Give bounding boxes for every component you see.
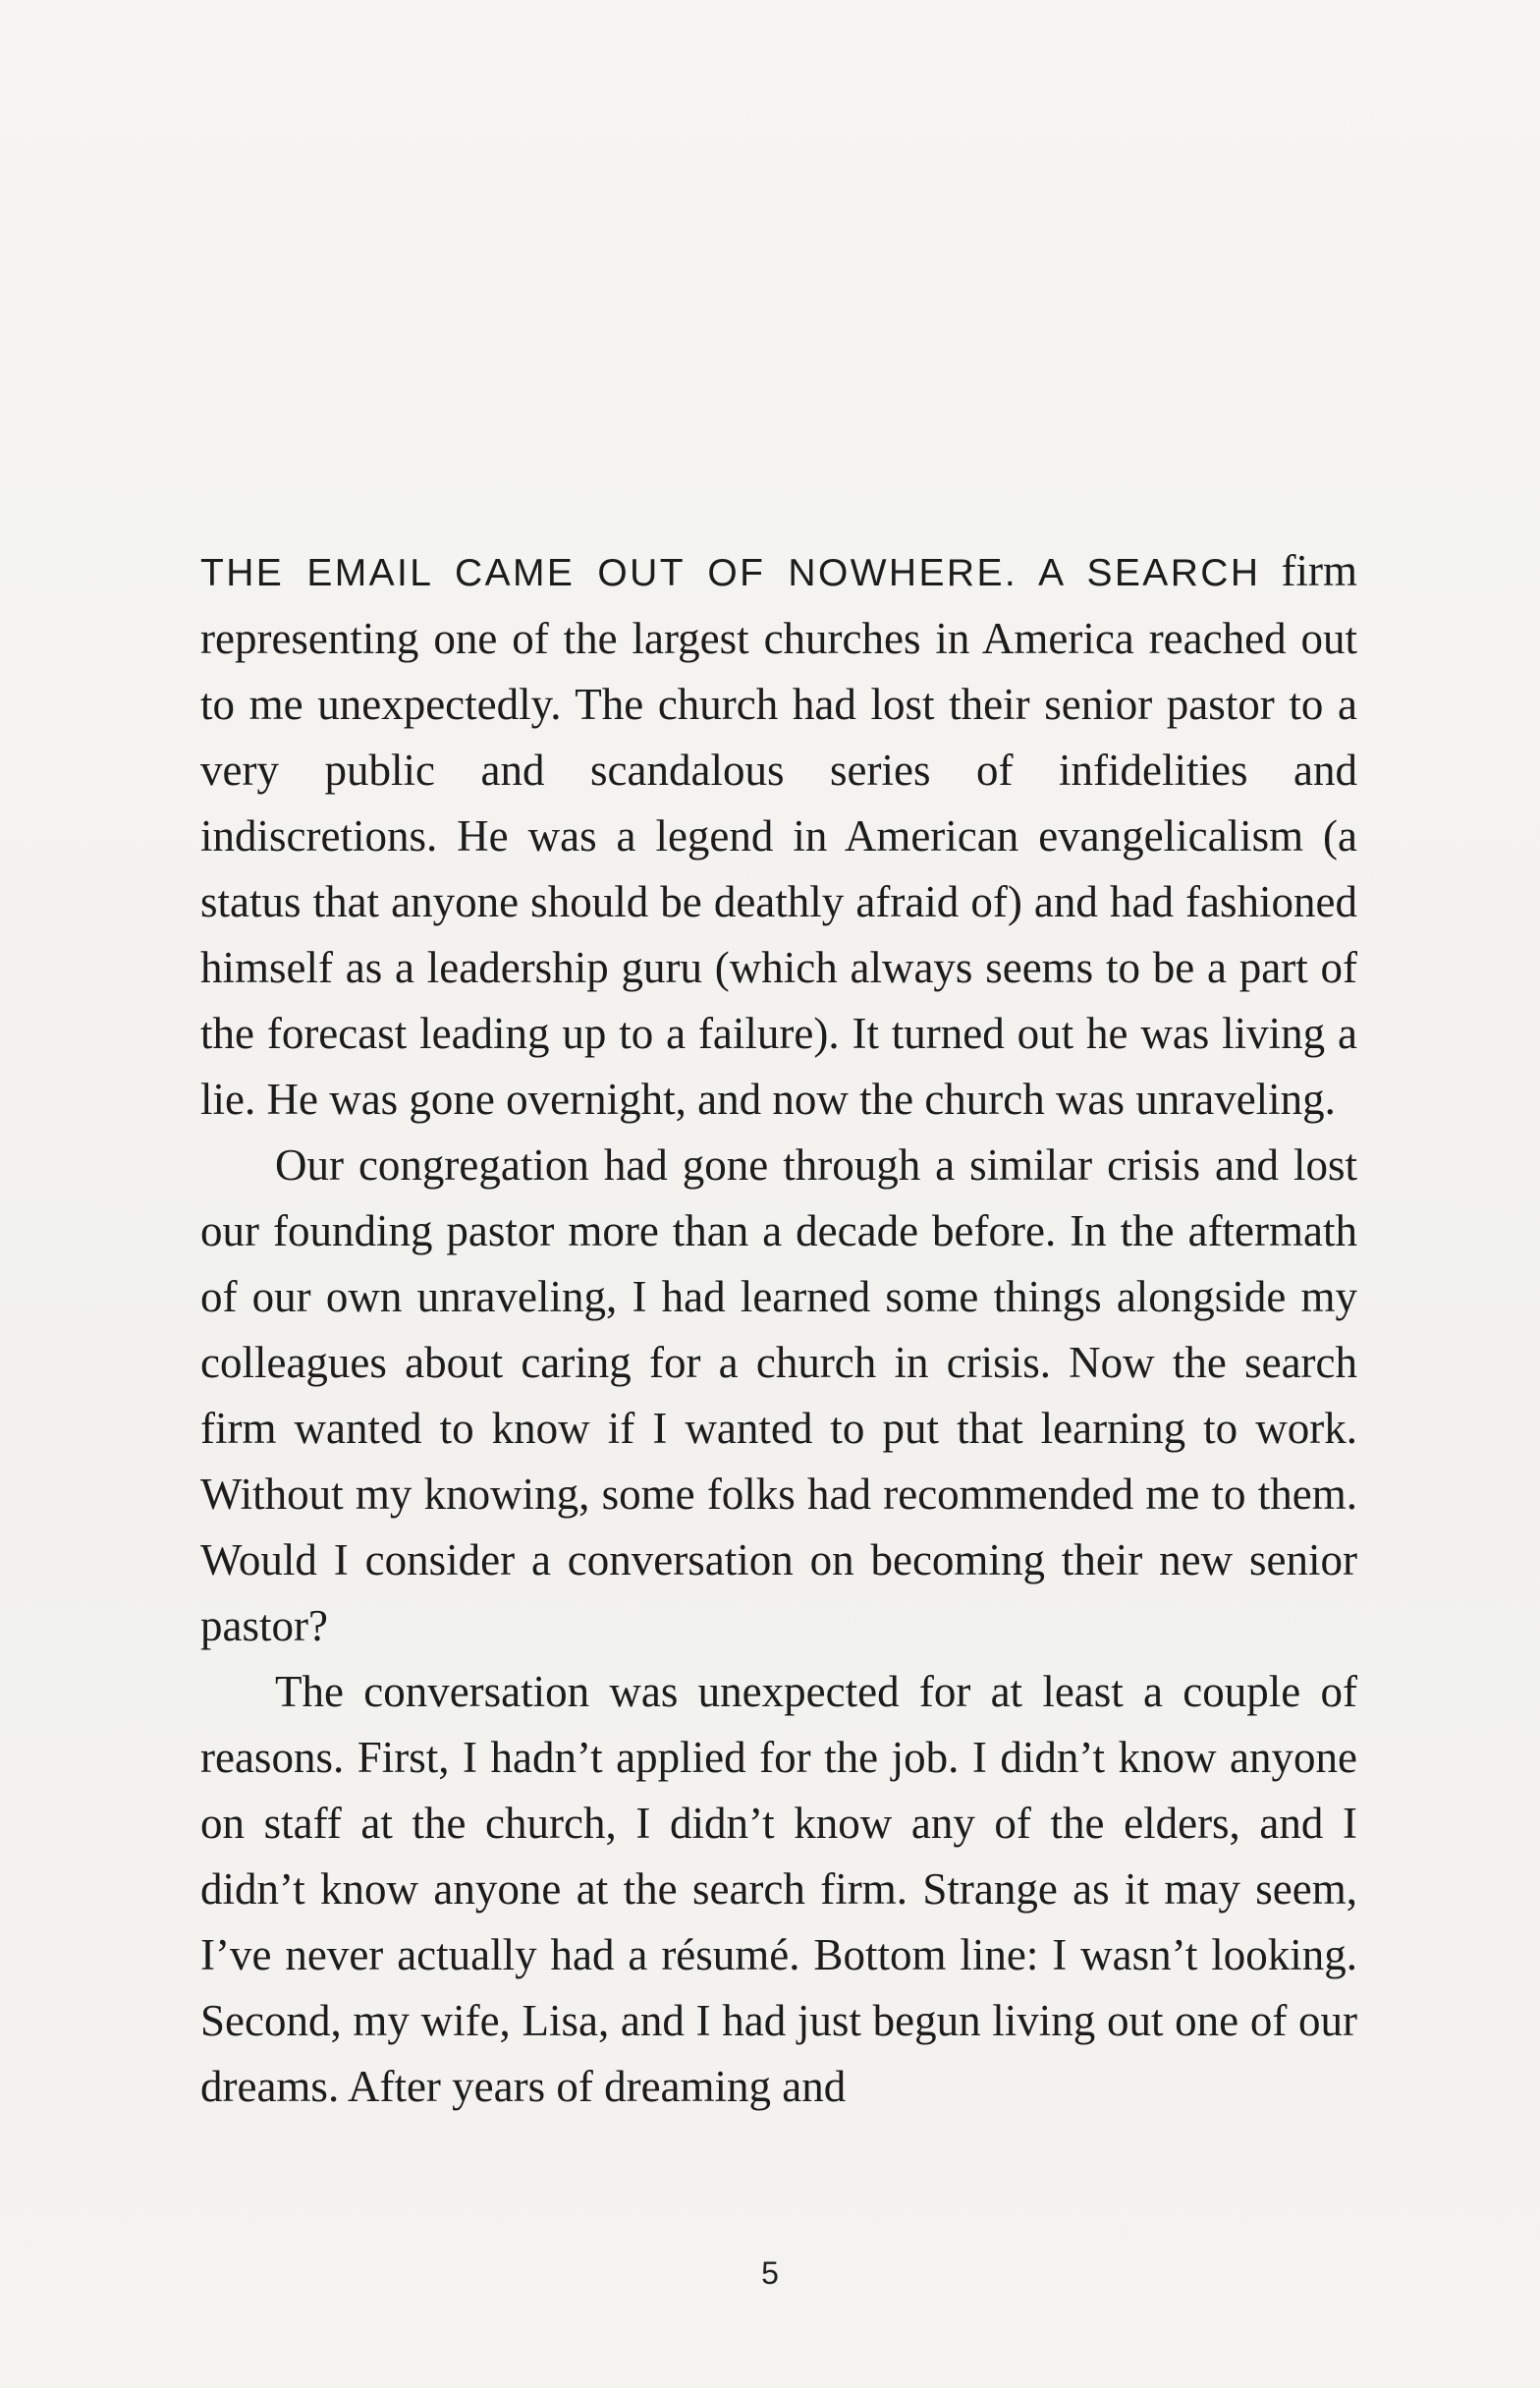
paragraph-1 <box>200 538 1357 1133</box>
paragraph-1-text: firm representing one of the largest churches in America reached out to me unexpectedly. The church had lost their senior pastor to a very public and scandalous series of infidelities and indiscretions. He was a legend in American evangelicalism (a status that anyone should be deathly afraid of) and had fashioned himself as a leadership guru (which always seems to be a part of the forecast leading up to a failure). It turned out he was living a lie. He was gone overnight, and now the church was unraveling. <box>200 546 1357 1124</box>
opening-small-caps: THE EMAIL CAME OUT OF NOWHERE. A SEARCH <box>200 552 1261 594</box>
paragraph-3: The conversation was unexpected for at least a couple of reasons. First, I hadn’t applied for the job. I didn’t know anyone on staff at the church, I didn’t know any of the elders, and I didn’t know anyone at the search firm. Strange as it may seem, I’ve never actually had a résumé. Bottom line: I wasn’t looking. Second, my wife, Lisa, and I had just begun living out one of our dreams. After years of dreaming and <box>200 1667 1357 2111</box>
paragraph-2: Our congregation had gone through a similar crisis and lost our founding pastor more than a decade before. In the aftermath of our own unraveling, I had learned some things alongside my colleagues about caring for a church in crisis. Now the search firm wanted to know if I wanted to put that learning to work. Without my knowing, some folks had recommended me to them. Would I consider a conversation on becoming their new senior pastor? <box>200 1140 1357 1650</box>
page-number: 5 <box>761 2255 779 2291</box>
body-text <box>200 538 1357 2120</box>
